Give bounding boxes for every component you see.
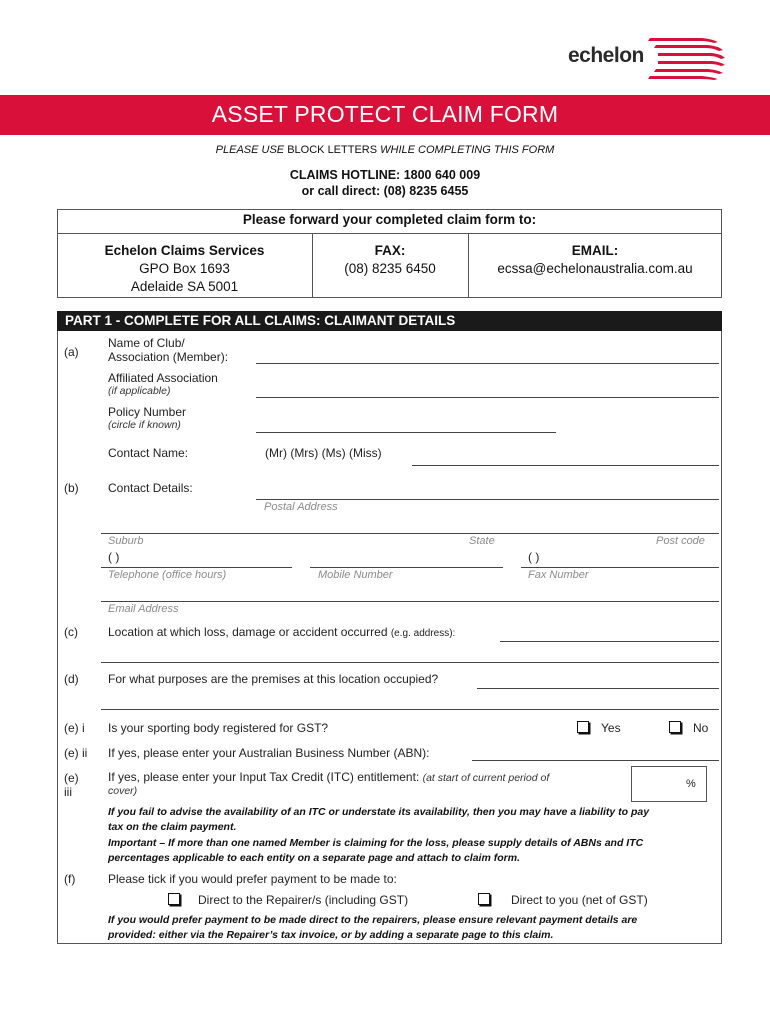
affiliated-field[interactable] <box>256 397 719 398</box>
fax-cell <box>312 242 468 278</box>
club-name-label-line2: Association (Member): <box>108 350 229 364</box>
gst-no-label: No <box>693 721 709 735</box>
email-field[interactable] <box>101 601 719 602</box>
marker-e-iii-line1: (e) <box>64 771 79 785</box>
club-name-label-line1: Name of Club/ <box>108 336 185 350</box>
part1-title: PART 1 - COMPLETE FOR ALL CLAIMS: CLAIMANT DETAILS <box>65 313 456 328</box>
telephone-hint: Telephone (office hours) <box>108 569 227 581</box>
postal-address-field[interactable] <box>256 499 719 500</box>
important-note <box>108 836 643 866</box>
telephone-field[interactable] <box>101 567 292 568</box>
mobile-field[interactable] <box>310 567 503 568</box>
marker-d: (d) <box>64 672 79 686</box>
itc-warning-line2: tax on the claim payment. <box>108 821 237 833</box>
claims-hotline: CLAIMS HOTLINE: 1800 640 009 <box>289 168 481 182</box>
email-label: EMAIL: <box>571 243 619 258</box>
fax-field[interactable] <box>521 567 719 568</box>
postal-address-hint: Postal Address <box>264 501 338 513</box>
affiliated-label: Affiliated Association <box>108 371 218 385</box>
logo-wordmark: echelon <box>568 44 644 67</box>
itc-label: If yes, please enter your Input Tax Credit (ITC) entitlement: (at start of current period of cover) <box>108 770 550 797</box>
important-note-line2: percentages applicable to each entity on a separate page and attach to claim form. <box>108 852 520 864</box>
marker-e-i: (e) i <box>64 721 85 735</box>
marker-e-iii <box>64 771 79 799</box>
premises-purpose-field-2[interactable] <box>101 709 719 710</box>
email-hint: Email Address <box>108 603 179 615</box>
fax-number: (08) 8235 6450 <box>344 261 436 276</box>
postal-address-cell <box>57 242 312 296</box>
phone-area-code: ( ) <box>108 550 120 564</box>
state-hint: State <box>469 535 495 547</box>
payment-preference-label: Please tick if you would prefer payment to be made to: <box>108 872 397 886</box>
direct-phone: or call direct: (08) 8235 6455 <box>301 184 469 198</box>
gst-yes-label: Yes <box>601 721 621 735</box>
contact-name-label: Contact Name: <box>108 446 189 460</box>
fax-hint: Fax Number <box>528 569 589 581</box>
email-address[interactable]: ecssa@echelonaustralia.com.au <box>497 261 693 276</box>
email-cell <box>468 242 722 278</box>
po-box: GPO Box 1693 <box>139 261 230 276</box>
loss-location-field[interactable] <box>500 641 719 642</box>
itc-warning <box>108 805 649 835</box>
pay-repairer-checkbox[interactable] <box>168 893 180 905</box>
policy-sub: (circle if known) <box>108 419 181 431</box>
percent-sign: % <box>686 778 696 790</box>
affiliated-sub: (if applicable) <box>108 385 171 397</box>
gst-question-label: Is your sporting body registered for GST? <box>108 721 329 735</box>
postcode-hint: Post code <box>656 535 705 547</box>
company-name: Echelon Claims Services <box>104 243 265 258</box>
city-line: Adelaide SA 5001 <box>130 279 239 294</box>
important-note-line1: Important – If more than one named Member is claiming for the loss, please supply details of ABNs and ITC <box>108 837 644 849</box>
gst-no-checkbox[interactable] <box>669 721 681 733</box>
pay-repairer-label: Direct to the Repairer/s (including GST) <box>198 893 409 907</box>
marker-b: (b) <box>64 481 79 495</box>
club-name-field[interactable] <box>256 363 719 364</box>
payment-footer-line2: provided: either via the Repairer’s tax invoice, or by adding a separate page to this claim. <box>108 929 554 941</box>
fax-label: FAX: <box>374 243 406 258</box>
club-name-label <box>108 336 228 364</box>
suburb-hint: Suburb <box>108 535 144 547</box>
instruction-text: PLEASE USE BLOCK LETTERS WHILE COMPLETING THIS FORM <box>215 144 555 156</box>
form-title: ASSET PROTECT CLAIM FORM <box>211 101 559 127</box>
itc-warning-line1: If you fail to advise the availability of an ITC or understate its availability, then you may have a liability to pay <box>108 806 650 818</box>
abn-field[interactable] <box>472 760 719 761</box>
payment-footer-note <box>108 913 637 943</box>
mobile-hint: Mobile Number <box>318 569 393 581</box>
gst-yes-checkbox[interactable] <box>577 721 589 733</box>
fax-area-code: ( ) <box>528 550 540 564</box>
loss-location-label: Location at which loss, damage or accident occurred (e.g. address): <box>108 625 456 639</box>
suburb-state-postcode-field[interactable] <box>101 533 719 534</box>
pay-you-checkbox[interactable] <box>478 893 490 905</box>
contact-name-field[interactable] <box>412 465 719 466</box>
contact-details-label: Contact Details: <box>108 481 193 495</box>
marker-a: (a) <box>64 345 79 359</box>
abn-label: If yes, please enter your Australian Business Number (ABN): <box>108 746 430 760</box>
marker-c: (c) <box>64 625 78 639</box>
payment-footer-line1: If you would prefer payment to be made direct to the repairers, please ensure relevant payment details are <box>108 914 638 926</box>
marker-f: (f) <box>64 872 76 886</box>
loss-location-field-2[interactable] <box>101 662 719 663</box>
forward-divider <box>57 233 722 234</box>
policy-label: Policy Number <box>108 405 187 419</box>
policy-number-field[interactable] <box>256 432 556 433</box>
marker-e-iii-line2: iii <box>64 785 72 799</box>
echelon-stripes-logo-icon <box>648 36 726 82</box>
premises-purpose-label: For what purposes are the premises at this location occupied? <box>108 672 439 686</box>
forward-heading: Please forward your completed claim form to: <box>242 212 537 227</box>
marker-e-ii: (e) ii <box>64 746 88 760</box>
pay-you-label: Direct to you (net of GST) <box>511 893 648 907</box>
salutation-options[interactable]: (Mr) (Mrs) (Ms) (Miss) <box>265 446 382 460</box>
premises-purpose-field[interactable] <box>477 688 719 689</box>
